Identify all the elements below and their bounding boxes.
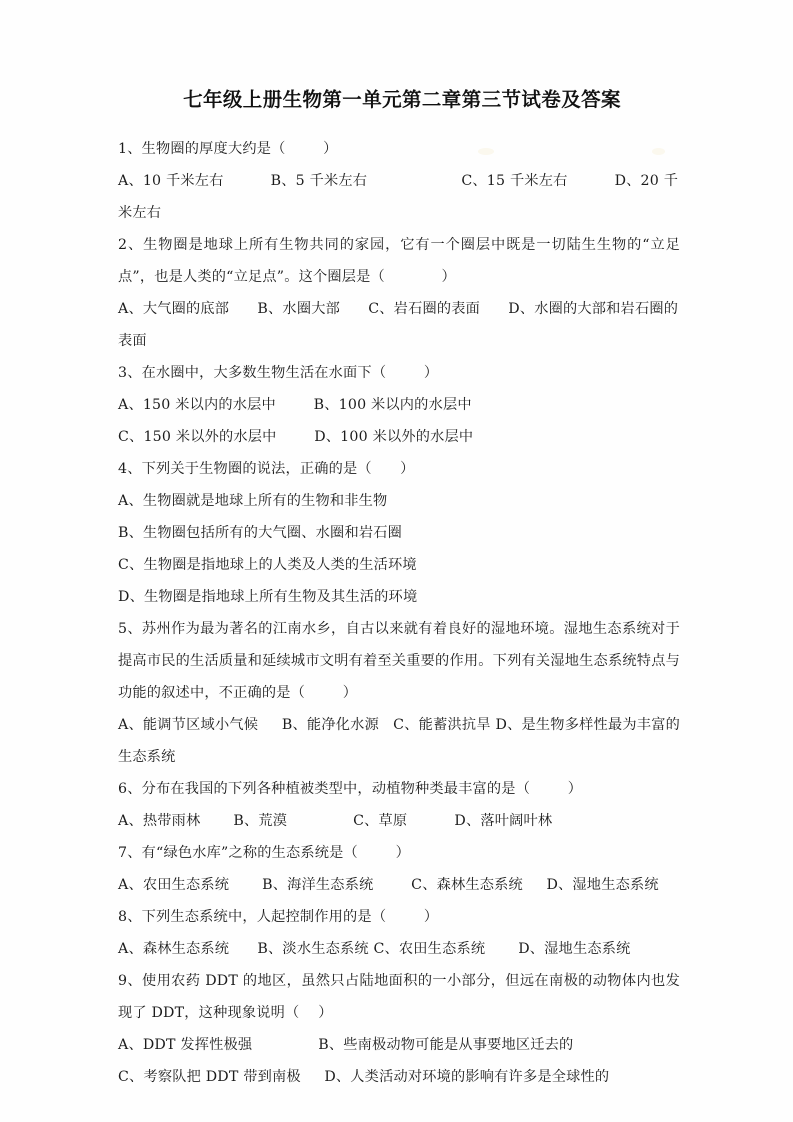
document-body xyxy=(118,86,680,1093)
question-stem: 9、使用农药 DDT 的地区，虽然只占陆地面积的一小部分，但远在南极的动物体内也发现了 DDT，这种现象说明（ ） xyxy=(118,973,680,1022)
question-item-3 xyxy=(118,357,680,453)
question-options: C、考察队把 DDT 带到南极 D、人类活动对环境的影响有许多是全球性的 xyxy=(118,1069,610,1086)
question-options: B、生物圈包括所有的大气圈、水圈和岩石圈 xyxy=(118,525,402,542)
question-stem: 1、生物圈的厚度大约是（ ） xyxy=(118,141,338,158)
question-item-6 xyxy=(118,773,680,837)
question-stem: 4、下列关于生物圈的说法，正确的是（ ） xyxy=(118,461,415,478)
question-options: D、生物圈是指地球上所有生物及其生活的环境 xyxy=(118,589,418,606)
question-options: A、农田生态系统 B、海洋生态系统 C、森林生态系统 D、湿地生态系统 xyxy=(118,877,659,894)
question-item-2 xyxy=(118,229,680,357)
question-options: A、生物圈就是地球上所有的生物和非生物 xyxy=(118,493,388,510)
question-options: A、能调节区域小气候 B、能净化水源 C、能蓄洪抗旱 D、是生物多样性最为丰富的生态系统 xyxy=(118,717,680,766)
question-item-4 xyxy=(118,453,680,613)
question-options: C、150 米以外的水层中 D、100 米以外的水层中 xyxy=(118,429,474,446)
question-stem: 8、下列生态系统中，人起控制作用的是（ ） xyxy=(118,909,439,926)
question-options: A、150 米以内的水层中 B、100 米以内的水层中 xyxy=(118,397,472,414)
question-stem: 7、有“绿色水库”之称的生态系统是（ ） xyxy=(118,845,411,862)
question-item-5 xyxy=(118,613,680,773)
question-item-8 xyxy=(118,901,680,965)
question-item-9 xyxy=(118,965,680,1093)
page-title: 七年级上册生物第一单元第二章第三节试卷及答案 xyxy=(183,88,621,111)
question-options: A、10 千米左右 B、5 千米左右 C、15 千米左右 D、20 千米左右 xyxy=(118,173,679,222)
question-options: A、森林生态系统 B、淡水生态系统 C、农田生态系统 D、湿地生态系统 xyxy=(118,941,631,958)
question-options: A、热带雨林 B、荒漠 C、草原 D、落叶阔叶林 xyxy=(118,813,553,830)
question-stem: 6、分布在我国的下列各种植被类型中，动植物种类最丰富的是（ ） xyxy=(118,781,583,798)
question-stem: 5、苏州作为最为著名的江南水乡，自古以来就有着良好的湿地环境。湿地生态系统对于提高市民的生活质量和延续城市文明有着至关重要的作用。下列有关湿地生态系统特点与功能的叙述中，不正确的是（ ） xyxy=(118,621,680,702)
question-stem: 3、在水圈中，大多数生物生活在水面下（ ） xyxy=(118,365,439,382)
question-options: C、生物圈是指地球上的人类及人类的生活环境 xyxy=(118,557,417,574)
question-item-7 xyxy=(118,837,680,901)
question-stem: 2、生物圈是地球上所有生物共同的家园，它有一个圈层中既是一切陆生生物的“立足点”，也是人类的“立足点”。这个圈层是（ ） xyxy=(118,237,680,286)
question-item-1 xyxy=(118,133,680,229)
question-options: A、DDT 发挥性极强 B、些南极动物可能是从事要地区迁去的 xyxy=(118,1037,574,1054)
question-options: A、大气圈的底部 B、水圈大部 C、岩石圈的表面 D、水圈的大部和岩石圈的表面 xyxy=(118,301,679,350)
